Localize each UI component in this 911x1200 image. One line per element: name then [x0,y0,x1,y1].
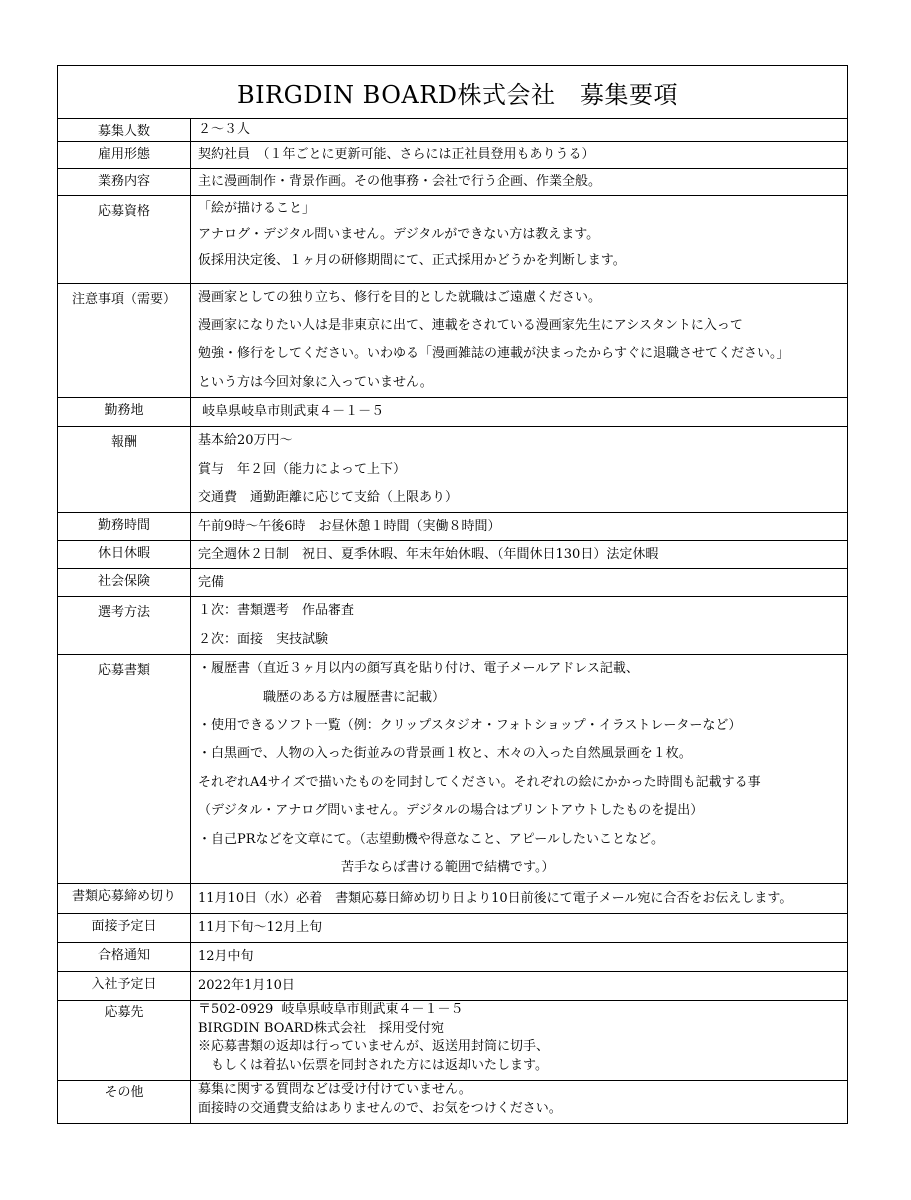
value-line: 12月中旬 [198,949,254,965]
value-line: １次：書類選考 作品審査 [198,603,355,619]
value-line: 交通費 通勤距離に応じて支給（上限あり） [198,489,459,505]
value-line: 基本給20万円～ [198,433,293,449]
label-cell [58,541,191,569]
label-cell [58,884,191,914]
label-cell [58,283,191,398]
value-line: ２～３人 [198,122,251,137]
requirements-table [58,119,847,1123]
value-cell [191,884,848,914]
label-cell [58,141,191,168]
value-cell [191,541,848,569]
field-label: 書類応募締め切り [71,889,176,905]
value-line: もしくは着払い伝票を同封された方には返却いたします。 [198,1057,548,1073]
value-cell [191,972,848,1001]
value-line: 完備 [198,575,225,591]
label-cell [58,655,191,884]
row-start-date [58,972,847,1001]
value-cell [191,1081,848,1123]
field-label: 入社予定日 [91,977,157,993]
row-job-description [58,168,847,195]
value-cell [191,427,848,513]
label-cell [58,597,191,655]
value-line: 11月下旬～12月上旬 [198,920,323,936]
field-label: 勤務地 [104,403,144,419]
label-cell [58,1001,191,1081]
label-cell [58,119,191,141]
row-selection-method [58,597,847,655]
row-social-insurance [58,569,847,597]
field-label: 業務内容 [97,173,150,189]
value-line: （デジタル・アナログ問いません。デジタルの場合はプリントアウトしたものを提出） [198,803,704,819]
value-line: 募集に関する質問などは受け付けていません。 [198,1082,472,1098]
value-line: ※応募書類の返却は行っていませんが、返送用封筒に切手、 [198,1039,550,1055]
value-line: 午前9時～午後6時 お昼休憩１時間（実働８時間） [198,519,501,535]
row-headcount [58,119,847,141]
label-cell [58,1081,191,1123]
value-line: それぞれA4サイズで描いたものを同封してください。それぞれの絵にかかった時間も記載する事 [198,774,761,790]
row-qualification [58,195,847,283]
value-line: ・使用できるソフト一覧（例：クリップスタジオ・フォトショップ・イラストレーターなど） [198,717,742,733]
value-cell [191,914,848,943]
row-compensation [58,427,847,513]
row-application-address [58,1001,847,1081]
value-line: 契約社員 （１年ごとに更新可能、さらには正社員登用もありうる） [198,146,595,162]
field-label: 選考方法 [97,605,150,621]
field-label: 注意事項（需要） [71,291,176,307]
value-line: 苦手ならば書ける範囲で結構です。） [198,860,555,875]
row-employment-type [58,141,847,168]
value-cell [191,168,848,195]
value-line: 面接時の交通費支給はありませんので、お気をつけください。 [198,1100,562,1116]
value-line: 仮採用決定後、１ヶ月の研修期間にて、正式採用かどうかを判断します。 [198,252,626,268]
value-line: ・白黒画で、人物の入った街並みの背景画１枚と、木々の入った自然風景画を１枚。 [198,746,692,762]
value-line: 主に漫画制作・背景作画。その他事務・会社で行う企画、作業全般。 [198,173,602,189]
field-label: 応募資格 [97,203,150,219]
row-interview-date [58,914,847,943]
value-cell [191,283,848,398]
value-cell [191,119,848,141]
row-other [58,1081,847,1123]
value-line: アナログ・デジタル問いません。デジタルができない方は教えます。 [198,226,600,242]
row-work-location [58,398,847,427]
value-line: 職歴のある方は履歴書に記載） [198,689,446,705]
value-line: 2022年1月10日 [198,978,295,994]
label-cell [58,427,191,513]
row-application-deadline [58,884,847,914]
recruitment-sheet [57,65,848,1124]
value-line: という方は今回対象に入っていません。 [198,374,433,390]
value-line: 賞与 年２回（能力によって上下） [198,461,407,477]
field-label: 合格通知 [97,948,150,964]
row-application-documents [58,655,847,884]
value-line: 「絵が描けること」 [198,200,316,216]
value-cell [191,655,848,884]
field-label: 雇用形態 [97,146,150,162]
value-line: 完全週休２日制 祝日、夏季休暇、年末年始休暇、（年間休日130日）法定休暇 [198,547,659,563]
field-label: 社会保険 [97,574,150,590]
value-cell [191,195,848,283]
field-label: 休日休暇 [97,546,150,562]
value-line: 岐阜県岐阜市則武東４－１－５ [198,404,385,420]
row-working-hours [58,513,847,541]
label-cell [58,195,191,283]
field-label: その他 [104,1085,144,1101]
label-cell [58,972,191,1001]
value-cell [191,943,848,972]
field-label: 募集人数 [97,124,150,139]
label-cell [58,168,191,195]
value-line: BIRGDIN BOARD株式会社 採用受付宛 [198,1020,444,1036]
value-cell [191,141,848,168]
field-label: 応募先 [104,1005,144,1021]
row-holidays [58,541,847,569]
field-label: 報酬 [110,435,137,451]
value-line: ・履歴書（直近３ヶ月以内の顔写真を貼り付け、電子メールアドレス記載、 [198,661,639,677]
value-line: ・自己PRなどを文章にて。（志望動機や得意なこと、アピールしたいことなど。 [198,831,664,847]
label-cell [58,914,191,943]
value-line: ２次：面接 実技試験 [198,631,329,647]
page-title: BIRGDIN BOARD株式会社 募集要項 [236,80,679,109]
value-cell [191,513,848,541]
label-cell [58,943,191,972]
label-cell [58,398,191,427]
value-cell [191,398,848,427]
row-notes [58,283,847,398]
label-cell [58,569,191,597]
title-row [58,66,847,119]
value-line: 〒502-0929 岐阜県岐阜市則武東４－１－５ [198,1002,464,1018]
value-line: 勉強・修行をしてください。いわゆる「漫画雑誌の連載が決まったからすぐに退職させてください。」 [198,346,790,362]
field-label: 面接予定日 [91,919,157,935]
value-line: 漫画家としての独り立ち、修行を目的とした就職はご遠慮ください。 [198,289,602,305]
value-cell [191,597,848,655]
value-cell [191,569,848,597]
value-cell [191,1001,848,1081]
value-line: 11月10日（水）必着 書類応募日締め切り日より10日前後にて電子メール宛に合否をお伝えします。 [198,891,793,907]
field-label: 勤務時間 [97,518,150,534]
field-label: 応募書類 [97,663,150,679]
label-cell [58,513,191,541]
row-acceptance-notice [58,943,847,972]
value-line: 漫画家になりたい人は是非東京に出て、連載をされている漫画家先生にアシスタントに入って [198,317,743,333]
